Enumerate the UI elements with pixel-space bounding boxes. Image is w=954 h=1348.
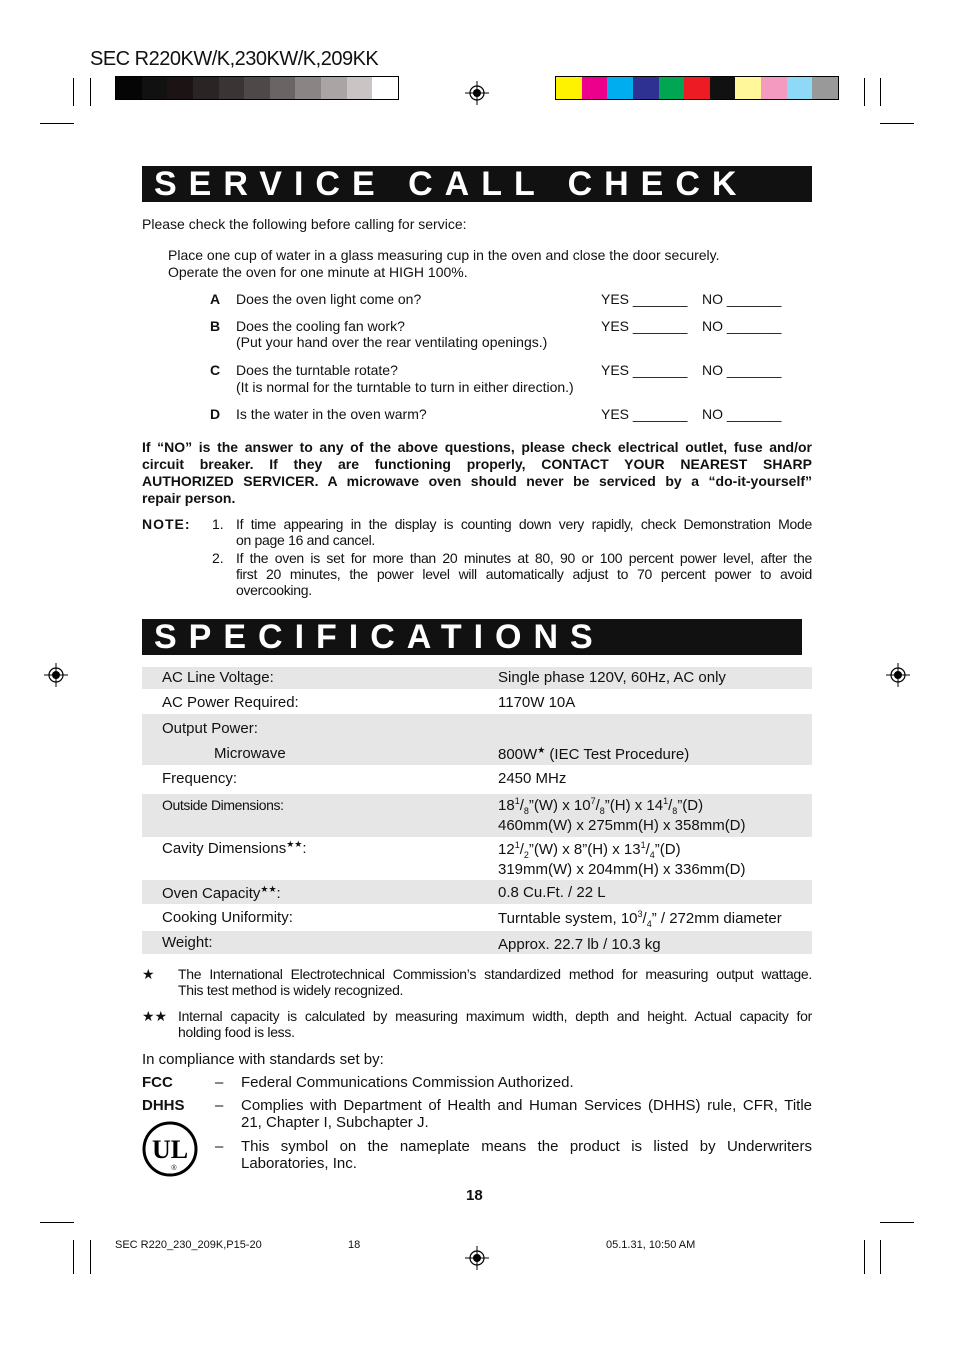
registration-mark-icon <box>465 81 489 105</box>
question-letter: D <box>210 406 221 422</box>
question-text: Is the water in the oven warm? <box>236 406 427 422</box>
fraction-num: 7 <box>590 796 596 806</box>
gray-swatch <box>116 77 142 99</box>
spec-value: $12^1/_2”(W)$ x 8”(H) x $13^1/_4”(D)$ <box>498 840 681 860</box>
question-text: Does the turntable rotate? <box>236 362 398 378</box>
fraction-den: 2 <box>523 850 529 860</box>
spec-label: Cooking Uniformity: <box>162 909 293 926</box>
crop-mark <box>90 78 91 106</box>
spec-value: 1170W 10A <box>498 694 576 711</box>
specifications-title-bar: SPECIFICATIONS <box>142 619 802 655</box>
spec-value: Single phase 120V, 60Hz, AC only <box>498 669 726 686</box>
fraction-den: 8 <box>599 806 605 816</box>
note-line: If the oven is set for more than 20 minutes at 80, 90 or 100 percent power level, after the <box>236 550 812 566</box>
color-swatch <box>812 77 838 99</box>
gray-swatch <box>142 77 168 99</box>
spec-label: Cavity Dimensions★★: <box>162 839 307 857</box>
crop-mark <box>880 1222 914 1223</box>
color-swatch <box>582 77 608 99</box>
dhhs-label: DHHS <box>142 1097 185 1114</box>
ul-text <box>241 1138 812 1172</box>
gray-swatch <box>372 77 398 99</box>
yes-blank: YES _______ <box>601 318 688 334</box>
gray-swatch <box>270 77 296 99</box>
footer-page: 18 <box>348 1239 361 1251</box>
note-line: If time appearing in the display is counting down very rapidly, check Demonstration Mode <box>236 516 812 532</box>
dhhs-line: Complies with Department of Health and Human Services (DHHS) rule, CFR, Title <box>241 1097 812 1114</box>
spec-label: Outside Dimensions: <box>162 797 284 813</box>
warning-line: AUTHORIZED SERVICER. A microwave oven should never be serviced by a “do-it-yourself” <box>142 473 812 489</box>
footnote-mark: ★ <box>142 966 155 982</box>
spec-value: 2450 MHz <box>498 770 567 787</box>
color-swatch <box>684 77 710 99</box>
fraction-den: 4 <box>649 850 655 860</box>
spec-label: Frequency: <box>162 770 238 787</box>
service-title-bar: SERVICE CALL CHECK <box>142 166 812 202</box>
registration-mark-icon <box>465 1246 489 1270</box>
gray-swatch <box>193 77 219 99</box>
value-text: 8”(H) <box>573 841 609 858</box>
yes-blank: YES _______ <box>601 291 688 307</box>
star-mark: ★ <box>537 745 546 755</box>
footnote-line: The International Electrotechnical Commission’s standardized method for measuring output wattage. <box>178 966 812 982</box>
fraction-num: 1 <box>514 840 520 850</box>
fraction-num: 1 <box>663 796 669 806</box>
warning-line: If “NO” is the answer to any of the above questions, please check electrical outlet, fuse and/or <box>142 439 812 455</box>
color-swatch <box>556 77 582 99</box>
dhhs-line: 21, Chapter I, Subchapter J. <box>241 1114 429 1131</box>
crop-mark <box>40 1222 74 1223</box>
fraction-den: 4 <box>646 919 652 929</box>
crop-mark <box>864 78 865 106</box>
spec-value: Turntable system, $10^3/_4$” / 272mm diameter <box>498 909 782 929</box>
fraction-num: 1 <box>514 796 520 806</box>
value-text: 12 <box>498 841 515 858</box>
question-text: Does the cooling fan work? <box>236 318 405 334</box>
note-line: on page 16 and cancel. <box>236 532 375 548</box>
footnote-line: holding food is less. <box>178 1024 295 1040</box>
question-letter: B <box>210 318 221 334</box>
color-swatch <box>735 77 761 99</box>
question-note: (Put your hand over the rear ventilating openings.) <box>236 334 548 350</box>
question-note: (It is normal for the turntable to turn in either direction.) <box>236 379 574 395</box>
footnote-line: Internal capacity is calculated by measuring maximum width, depth and height. Actual capacity for <box>178 1008 812 1024</box>
value-text: 14 <box>646 797 664 814</box>
yes-blank: YES _______ <box>601 406 688 422</box>
crop-mark <box>73 1240 74 1274</box>
spec-label: AC Power Required: <box>162 694 299 711</box>
spec-label: Output Power: <box>162 720 258 737</box>
spec-row-weight <box>142 931 812 954</box>
note-number: 1. <box>212 516 224 532</box>
spec-row-ac-voltage <box>142 667 812 689</box>
warning-line: circuit breaker. If they are functioning properly, CONTACT YOUR NEAREST SHARP <box>142 456 812 472</box>
crop-mark <box>880 123 914 124</box>
footer-date: 05.1.31, 10:50 AM <box>606 1239 696 1251</box>
spec-value: 460mm(W) x 275mm(H) x 358mm(D) <box>498 817 746 834</box>
spec-row-output-power <box>142 714 812 765</box>
fraction-num: 3 <box>637 909 643 919</box>
ul-line: This symbol on the nameplate means the product is listed by Underwriters <box>241 1138 812 1155</box>
fraction-den: 8 <box>523 806 529 816</box>
spec-row-ac-power <box>142 689 812 714</box>
spec-row-cooking-uniformity <box>142 904 812 931</box>
color-swatch <box>787 77 813 99</box>
dash: – <box>215 1097 224 1114</box>
page-number: 18 <box>466 1187 483 1204</box>
fraction-den: 8 <box>672 806 678 816</box>
note-text <box>236 550 812 598</box>
spec-value <box>498 745 689 763</box>
note-number: 2. <box>212 550 224 566</box>
spec-value: 0.8 Cu.Ft. / 22 L <box>498 884 606 901</box>
crop-mark <box>73 78 74 106</box>
note-line: overcooking. <box>236 582 312 598</box>
dhhs-text <box>241 1097 812 1131</box>
note-text <box>236 516 812 548</box>
fraction-num: 1 <box>640 840 646 850</box>
star-mark: ★★ <box>286 839 303 849</box>
footnote-text <box>178 1008 812 1040</box>
dash: – <box>215 1074 224 1091</box>
color-bar <box>555 76 839 100</box>
dash: – <box>215 1138 224 1155</box>
gray-swatch <box>321 77 347 99</box>
label-text: Cavity Dimensions <box>162 840 287 857</box>
crop-mark <box>90 1240 91 1274</box>
question-letter: C <box>210 362 221 378</box>
footer-file: SEC R220_230_209K,P15-20 <box>115 1239 262 1251</box>
note-line: first 20 minutes, the power level will automatically adjust to 70 percent power to avoid <box>236 566 812 582</box>
spec-label: Weight: <box>162 934 213 951</box>
grayscale-bar <box>115 76 399 100</box>
question-letter: A <box>210 291 221 307</box>
spec-label: Oven Capacity★★: <box>162 884 281 902</box>
value-text: ” / 272mm diameter <box>651 910 782 927</box>
footnote-text <box>178 966 812 998</box>
spec-sublabel: Microwave <box>214 745 286 762</box>
spec-label: AC Line Voltage: <box>162 669 274 686</box>
service-intro: Please check the following before calling for service: <box>142 216 467 232</box>
footnote-mark: ★★ <box>142 1008 168 1024</box>
warning-paragraph <box>142 439 812 507</box>
footnote-line: This test method is widely recognized. <box>178 982 404 998</box>
no-blank: NO _______ <box>702 318 782 334</box>
value-text: 800W <box>498 746 538 763</box>
color-swatch <box>659 77 685 99</box>
color-swatch <box>607 77 633 99</box>
crop-mark <box>40 123 74 124</box>
value-text: (IEC Test Procedure) <box>545 746 690 763</box>
spec-value: Approx. 22.7 lb / 10.3 kg <box>498 936 661 953</box>
instruction-line: Operate the oven for one minute at HIGH 100%. <box>168 264 468 280</box>
svg-text:®: ® <box>171 1165 177 1172</box>
model-header: SEC R220KW/K,230KW/K,209KK <box>90 48 379 70</box>
color-swatch <box>761 77 787 99</box>
label-text: Oven Capacity <box>162 885 261 902</box>
registration-mark-icon <box>44 663 68 687</box>
gray-swatch <box>244 77 270 99</box>
star-mark: ★★ <box>260 884 277 894</box>
color-swatch <box>710 77 736 99</box>
spec-row-cavity-dimensions <box>142 837 812 880</box>
fcc-text: Federal Communications Commission Authorized. <box>241 1074 574 1091</box>
gray-swatch <box>219 77 245 99</box>
ul-logo-icon <box>141 1120 199 1178</box>
no-blank: NO _______ <box>702 362 782 378</box>
compliance-intro: In compliance with standards set by: <box>142 1051 384 1068</box>
warning-line: repair person. <box>142 490 236 506</box>
color-swatch <box>633 77 659 99</box>
crop-mark <box>864 1240 865 1274</box>
instruction-line: Place one cup of water in a glass measuring cup in the oven and close the door securely. <box>168 247 720 263</box>
value-text: 10 <box>573 797 591 814</box>
value-text: Turntable system, 10 <box>498 910 638 927</box>
gray-swatch <box>347 77 373 99</box>
value-text: 18 <box>498 797 515 814</box>
note-label: NOTE: <box>142 516 191 532</box>
yes-blank: YES _______ <box>601 362 688 378</box>
ul-logo-text: UL <box>151 1135 189 1164</box>
registration-mark-icon <box>886 663 910 687</box>
spec-value: 319mm(W) x 204mm(H) x 336mm(D) <box>498 861 746 878</box>
fcc-label: FCC <box>142 1074 173 1091</box>
gray-swatch <box>167 77 193 99</box>
no-blank: NO _______ <box>702 291 782 307</box>
crop-mark <box>880 1240 881 1274</box>
gray-swatch <box>295 77 321 99</box>
no-blank: NO _______ <box>702 406 782 422</box>
spec-row-frequency <box>142 765 812 794</box>
spec-row-outside-dimensions <box>142 794 812 837</box>
spec-row-oven-capacity <box>142 880 812 904</box>
question-text: Does the oven light come on? <box>236 291 422 307</box>
ul-line: Laboratories, Inc. <box>241 1155 357 1172</box>
spec-value: $18^1/_8”(W)$ x $10^7/_8”(H)$ x $14^1/_8”(D)$ <box>498 796 704 816</box>
crop-mark <box>880 78 881 106</box>
value-text: 13 <box>623 841 641 858</box>
